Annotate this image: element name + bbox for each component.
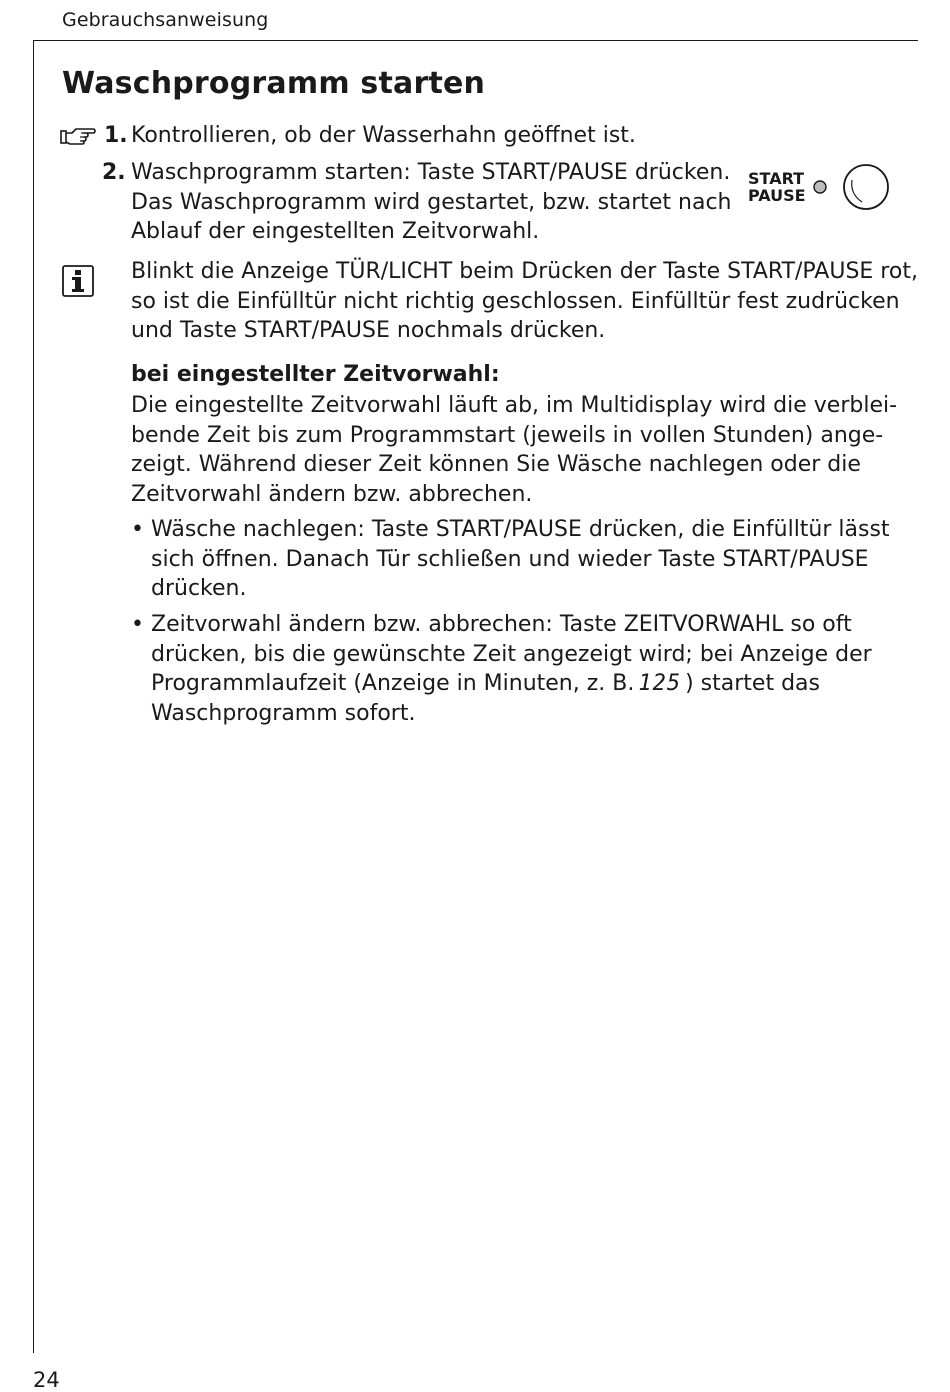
bullet-line — [151, 669, 872, 699]
bullet-item — [151, 610, 872, 728]
indicator-led-icon — [814, 181, 826, 193]
bullet-line: sich öffnen. Danach Tür schließen und wieder Taste START/PAUSE — [151, 546, 869, 572]
delay-line: bende Zeit bis zum Programmstart (jeweils in vollen Stunden) ange- — [131, 422, 884, 448]
bullet-line: Zeitvorwahl ändern bzw. abbrechen: Taste ZEITVORWAHL so oft — [151, 612, 852, 637]
start-label: START — [748, 169, 805, 188]
pause-label: PAUSE — [748, 186, 806, 205]
step-text — [131, 121, 636, 151]
info-paragraph — [131, 257, 918, 346]
bullet-line: Wäsche nachlegen: Taste START/PAUSE drücken, die Einfülltür lässt — [151, 517, 890, 542]
bullet-marker: • — [131, 612, 144, 637]
step-number: 1. — [104, 123, 128, 148]
header-rule — [33, 40, 918, 41]
delay-line: Zeitvorwahl ändern bzw. abbrechen. — [131, 481, 533, 507]
running-header: Gebrauchsanweisung — [62, 9, 269, 31]
info-line: und Taste START/PAUSE nochmals drücken. — [131, 318, 606, 343]
bullet-line-end: ) startet das — [685, 671, 820, 696]
info-icon — [62, 265, 94, 297]
bullet-line: Waschprogramm sofort. — [151, 700, 416, 726]
info-line: Blinkt die Anzeige TÜR/LICHT beim Drücken der Taste START/PAUSE rot, — [131, 259, 918, 284]
step-line: Das Waschprogramm wird gestartet, bzw. startet nach — [131, 189, 732, 215]
delay-heading: bei eingestellter Zeitvorwahl: — [131, 362, 500, 387]
delay-line: Die eingestellte Zeitvorwahl läuft ab, im Multidisplay wird die verblei- — [131, 393, 898, 418]
step-number: 2. — [102, 160, 126, 185]
info-line: so ist die Einfülltür nicht richtig geschlossen. Einfülltür fest zudrücken — [131, 288, 900, 314]
pointing-hand-icon — [60, 126, 96, 146]
step-line: Waschprogramm starten: Taste START/PAUSE drücken. — [131, 160, 731, 185]
step-line: Kontrollieren, ob der Wasserhahn geöffnet ist. — [131, 123, 636, 148]
delay-line: zeigt. Während dieser Zeit können Sie Wäsche nachlegen oder die — [131, 452, 861, 477]
step-line: Ablauf der eingestellten Zeitvorwahl. — [131, 219, 540, 244]
page-title: Waschprogramm starten — [62, 66, 486, 101]
start-pause-label — [748, 170, 804, 204]
delay-paragraph — [131, 391, 897, 509]
bullet-line: drücken, bis die gewünschte Zeit angezeigt wird; bei Anzeige der — [151, 641, 872, 667]
bullet-line: drücken. — [151, 576, 247, 601]
bullet-line-start: Programmlaufzeit (Anzeige in Minuten, z. B. — [151, 671, 635, 696]
bullet-item — [151, 515, 890, 604]
page-number: 24 — [33, 1368, 60, 1392]
start-pause-button-illustration — [810, 162, 892, 214]
margin-rule — [33, 40, 34, 1353]
step-text — [131, 158, 731, 247]
bullet-marker: • — [131, 517, 144, 542]
display-readout: 125 — [638, 671, 682, 696]
push-button-icon — [844, 165, 888, 209]
